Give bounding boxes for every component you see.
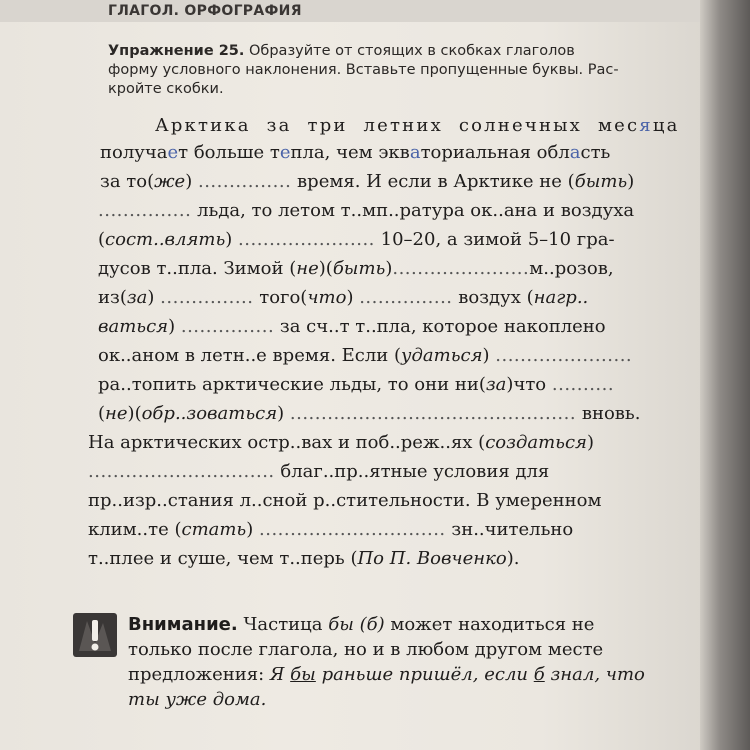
exercise-instructions xyxy=(108,42,678,99)
text-line-5: (сост..влять) ...................... 10–20, а зимой 5–10 гра- xyxy=(98,229,615,250)
task-text-3: кройте скобки. xyxy=(108,81,224,97)
text-line-11: (не)(обр..зоваться) .............................................. вновь. xyxy=(98,403,641,424)
text-line-6: дусов т..пла. Зимой (не)(быть)......................м..розов, xyxy=(98,258,614,279)
handwritten-letter: а xyxy=(409,142,421,163)
text-line-8: ваться) ............... за сч..т т..пла, которое накоплено xyxy=(98,316,606,337)
handwritten-letter: а xyxy=(569,142,581,163)
handwritten-letter: я xyxy=(639,115,653,136)
text-line-14: пр..изр..стания л..сной р..стительности. В умеренном xyxy=(88,490,602,511)
exclamation-icon xyxy=(73,613,117,657)
text-line-3: за то(же) ............... время. И если в Арктике не (быть) xyxy=(100,171,635,192)
text-line-4: ............... льда, то летом т..мп..ратура ок..ана и воздуха xyxy=(98,200,635,221)
text-line-9: ок..аном в летн..е время. Если (удаться) ...................... xyxy=(98,345,633,366)
task-text-1: Образуйте от стоящих в скобках глаголов xyxy=(249,43,575,59)
note-line-4: ты уже дома. xyxy=(128,689,267,710)
header-title: ГЛАГОЛ. ОРФОГРАФИЯ xyxy=(108,3,302,19)
text-line-7: из(за) ............... того(что) ............... воздух (нагр.. xyxy=(98,287,589,308)
running-header xyxy=(0,0,722,22)
exercise-number: Упражнение 25. xyxy=(108,43,245,59)
attention-note xyxy=(128,612,693,712)
page-edge-shadow xyxy=(700,0,750,750)
handwritten-letter: е xyxy=(167,142,179,163)
text-line-12: На арктических остр..вах и поб..реж..ях (создаться) xyxy=(88,432,594,453)
note-line-2: только после глагола, но и в любом другом месте xyxy=(128,639,604,660)
note-line-3: предложения: Я бы раньше пришёл, если б знал, что xyxy=(128,664,645,685)
text-line-15: клим..те (стать) .............................. зн..чительно xyxy=(88,519,574,540)
text-line-10: ра..топить арктические льды, то они ни(за)что .......... xyxy=(98,374,615,395)
text-line-1: Арктика за три летних солнечных месяца xyxy=(155,115,680,136)
text-line-16: т..плее и суше, чем т..перь (По П. Вовченко). xyxy=(88,548,520,569)
text-line-13: .............................. благ..пр..ятные условия для xyxy=(88,461,550,482)
text-line-2: получает больше тепла, чем экваториальная область xyxy=(100,142,611,163)
task-text-2: форму условного наклонения. Вставьте пропущенные буквы. Рас- xyxy=(108,62,619,78)
handwritten-letter: е xyxy=(279,142,291,163)
note-label: Внимание. xyxy=(128,614,238,635)
note-line-1: Внимание. Частица бы (б) может находиться не xyxy=(128,614,595,635)
